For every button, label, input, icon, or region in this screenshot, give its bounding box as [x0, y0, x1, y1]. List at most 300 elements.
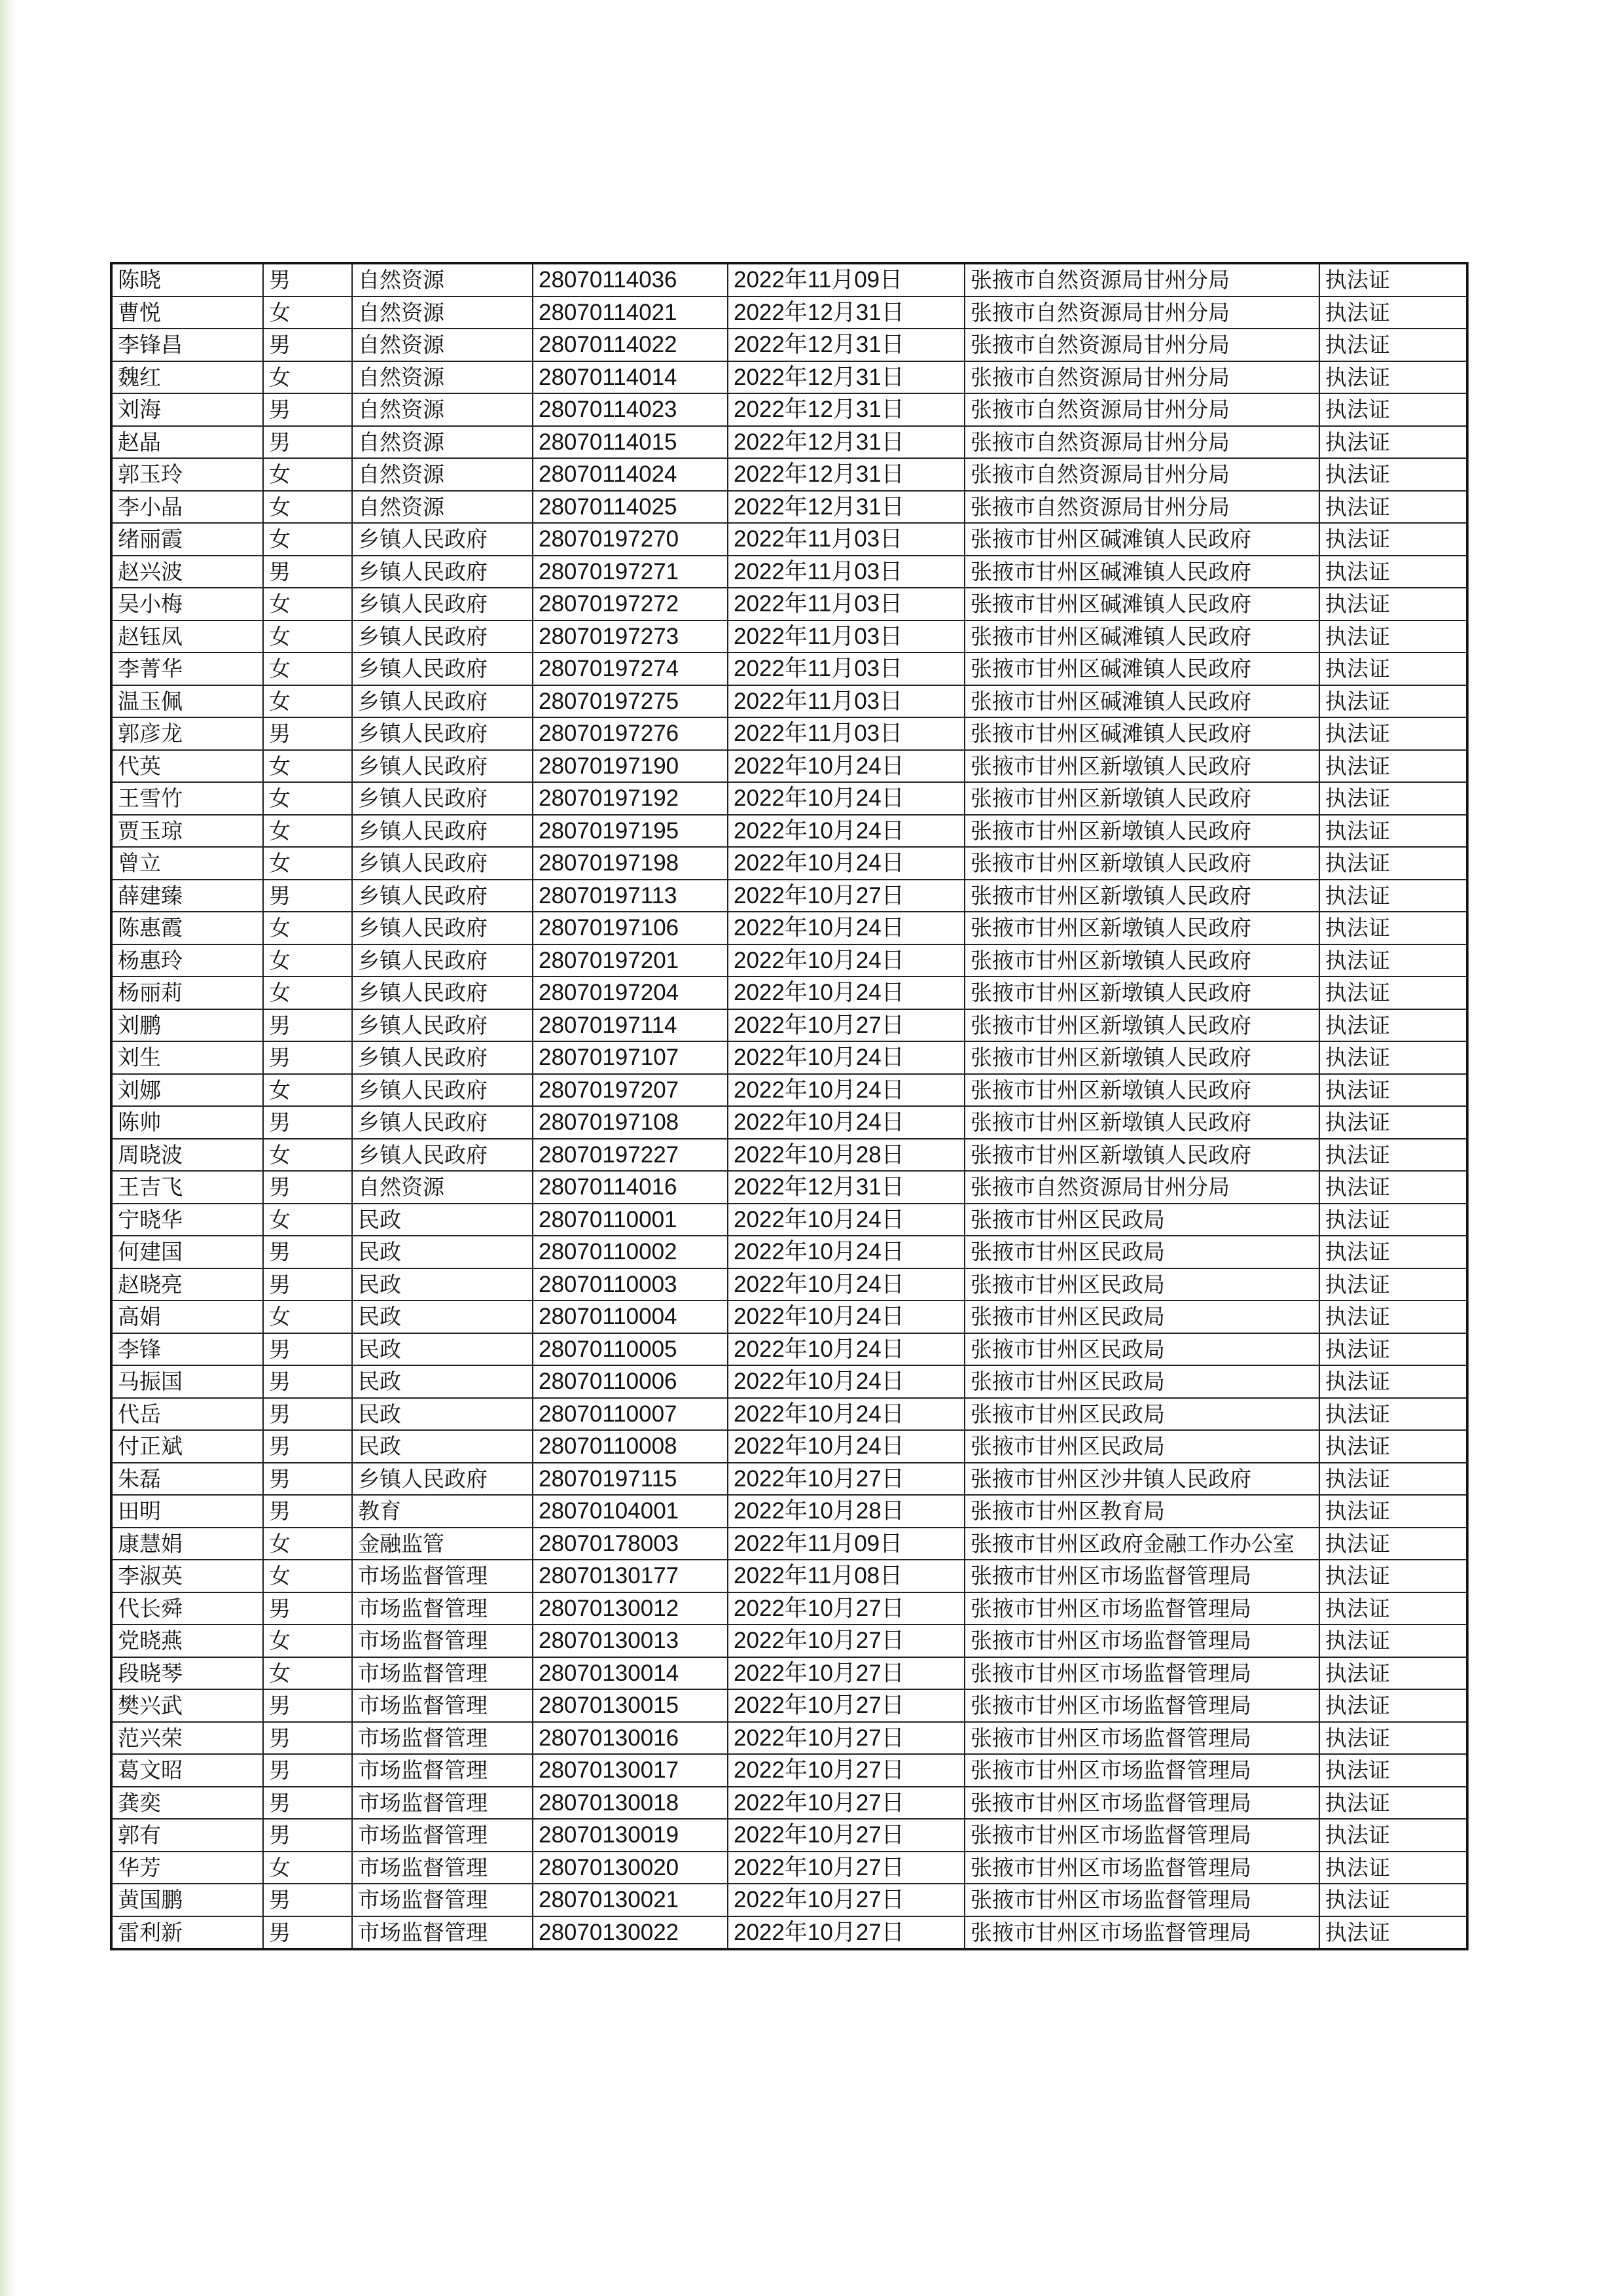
- cell-cert-type: 执法证: [1319, 1236, 1467, 1268]
- table-row: [111, 1884, 1467, 1916]
- cell-cert-no: 28070130015: [533, 1689, 728, 1722]
- table-row: [111, 1592, 1467, 1625]
- cell-field: 乡镇人民政府: [352, 717, 533, 750]
- cell-cert-type: 执法证: [1319, 491, 1467, 524]
- table-row: [111, 1528, 1467, 1560]
- cell-cert-type: 执法证: [1319, 1495, 1467, 1528]
- cell-name: 赵晶: [111, 426, 263, 459]
- cell-date: 2022年10月24日: [728, 1074, 965, 1107]
- cell-name: 康慧娟: [111, 1528, 263, 1560]
- cell-date: 2022年10月27日: [728, 1819, 965, 1852]
- cell-cert-no: 28070197114: [533, 1009, 728, 1042]
- cell-gender: 女: [263, 1528, 352, 1560]
- cell-field: 乡镇人民政府: [352, 782, 533, 815]
- personnel-table: [110, 262, 1469, 1950]
- cell-field: 乡镇人民政府: [352, 1463, 533, 1496]
- cell-name: 李淑英: [111, 1560, 263, 1592]
- cell-date: 2022年10月24日: [728, 1300, 965, 1333]
- cell-date: 2022年10月24日: [728, 847, 965, 880]
- cell-cert-type: 执法证: [1319, 329, 1467, 361]
- cell-date: 2022年10月24日: [728, 750, 965, 783]
- cell-gender: 男: [263, 1171, 352, 1204]
- cell-gender: 男: [263, 1106, 352, 1139]
- cell-date: 2022年10月27日: [728, 1624, 965, 1657]
- cell-unit: 张掖市甘州区市场监督管理局: [965, 1916, 1319, 1950]
- cell-gender: 女: [263, 523, 352, 556]
- cell-gender: 男: [263, 1236, 352, 1268]
- table-row: [111, 847, 1467, 880]
- cell-unit: 张掖市甘州区新墩镇人民政府: [965, 750, 1319, 783]
- cell-cert-type: 执法证: [1319, 1009, 1467, 1042]
- cell-field: 乡镇人民政府: [352, 912, 533, 944]
- table-row: [111, 263, 1467, 296]
- cell-name: 代英: [111, 750, 263, 783]
- cell-name: 代长舜: [111, 1592, 263, 1625]
- cell-gender: 女: [263, 1300, 352, 1333]
- cell-unit: 张掖市甘州区市场监督管理局: [965, 1754, 1319, 1787]
- cell-unit: 张掖市自然资源局甘州分局: [965, 296, 1319, 329]
- cell-date: 2022年12月31日: [728, 458, 965, 491]
- cell-field: 民政: [352, 1398, 533, 1431]
- cell-date: 2022年10月27日: [728, 1463, 965, 1496]
- table-row: [111, 1106, 1467, 1139]
- cell-unit: 张掖市自然资源局甘州分局: [965, 491, 1319, 524]
- table-row: [111, 750, 1467, 783]
- cell-cert-type: 执法证: [1319, 1074, 1467, 1107]
- cell-cert-type: 执法证: [1319, 1754, 1467, 1787]
- cell-date: 2022年10月24日: [728, 1236, 965, 1268]
- cell-gender: 男: [263, 1430, 352, 1463]
- cell-cert-type: 执法证: [1319, 523, 1467, 556]
- cell-date: 2022年10月24日: [728, 1041, 965, 1074]
- cell-cert-no: 28070197195: [533, 815, 728, 848]
- cell-gender: 女: [263, 653, 352, 685]
- cell-field: 乡镇人民政府: [352, 944, 533, 977]
- cell-gender: 女: [263, 458, 352, 491]
- cell-unit: 张掖市甘州区新墩镇人民政府: [965, 1106, 1319, 1139]
- cell-date: 2022年10月24日: [728, 1333, 965, 1366]
- cell-name: 黄国鹏: [111, 1884, 263, 1916]
- cell-cert-no: 28070130012: [533, 1592, 728, 1625]
- cell-cert-no: 28070110004: [533, 1300, 728, 1333]
- cell-unit: 张掖市自然资源局甘州分局: [965, 1171, 1319, 1204]
- cell-cert-type: 执法证: [1319, 1528, 1467, 1560]
- cell-date: 2022年12月31日: [728, 491, 965, 524]
- table-row: [111, 1916, 1467, 1950]
- table-row: [111, 1300, 1467, 1333]
- cell-name: 朱磊: [111, 1463, 263, 1496]
- cell-unit: 张掖市甘州区民政局: [965, 1398, 1319, 1431]
- cell-cert-no: 28070110005: [533, 1333, 728, 1366]
- cell-cert-type: 执法证: [1319, 782, 1467, 815]
- cell-gender: 女: [263, 750, 352, 783]
- cell-field: 市场监督管理: [352, 1560, 533, 1592]
- cell-cert-type: 执法证: [1319, 1365, 1467, 1398]
- cell-unit: 张掖市甘州区碱滩镇人民政府: [965, 588, 1319, 620]
- cell-name: 曾立: [111, 847, 263, 880]
- cell-date: 2022年10月24日: [728, 912, 965, 944]
- cell-date: 2022年10月27日: [728, 1592, 965, 1625]
- cell-unit: 张掖市甘州区民政局: [965, 1430, 1319, 1463]
- cell-date: 2022年10月27日: [728, 1722, 965, 1755]
- table-row: [111, 393, 1467, 426]
- cell-name: 魏红: [111, 361, 263, 394]
- cell-cert-type: 执法证: [1319, 588, 1467, 620]
- cell-date: 2022年10月27日: [728, 880, 965, 912]
- cell-date: 2022年11月03日: [728, 685, 965, 718]
- cell-name: 绪丽霞: [111, 523, 263, 556]
- cell-date: 2022年10月27日: [728, 1787, 965, 1820]
- cell-unit: 张掖市甘州区市场监督管理局: [965, 1722, 1319, 1755]
- cell-date: 2022年11月03日: [728, 717, 965, 750]
- cell-gender: 男: [263, 1333, 352, 1366]
- cell-gender: 男: [263, 717, 352, 750]
- cell-unit: 张掖市自然资源局甘州分局: [965, 263, 1319, 296]
- table-row: [111, 329, 1467, 361]
- cell-name: 王吉飞: [111, 1171, 263, 1204]
- table-row: [111, 1430, 1467, 1463]
- cell-date: 2022年12月31日: [728, 296, 965, 329]
- cell-cert-type: 执法证: [1319, 1300, 1467, 1333]
- cell-gender: 男: [263, 1787, 352, 1820]
- cell-date: 2022年10月24日: [728, 815, 965, 848]
- cell-name: 郭彦龙: [111, 717, 263, 750]
- cell-field: 乡镇人民政府: [352, 1106, 533, 1139]
- cell-cert-no: 28070197270: [533, 523, 728, 556]
- cell-date: 2022年11月03日: [728, 556, 965, 588]
- cell-date: 2022年10月24日: [728, 1365, 965, 1398]
- cell-cert-no: 28070104001: [533, 1495, 728, 1528]
- cell-name: 雷利新: [111, 1916, 263, 1950]
- cell-gender: 男: [263, 1592, 352, 1625]
- cell-date: 2022年10月24日: [728, 1268, 965, 1301]
- table-row: [111, 361, 1467, 394]
- cell-field: 市场监督管理: [352, 1689, 533, 1722]
- table-row: [111, 1236, 1467, 1268]
- cell-date: 2022年12月31日: [728, 329, 965, 361]
- cell-cert-no: 28070197108: [533, 1106, 728, 1139]
- cell-name: 陈帅: [111, 1106, 263, 1139]
- cell-cert-no: 28070197190: [533, 750, 728, 783]
- table-body: [111, 263, 1467, 1949]
- cell-cert-no: 28070197201: [533, 944, 728, 977]
- cell-field: 自然资源: [352, 296, 533, 329]
- cell-name: 薛建臻: [111, 880, 263, 912]
- cell-unit: 张掖市甘州区新墩镇人民政府: [965, 1074, 1319, 1107]
- table-row: [111, 523, 1467, 556]
- cell-cert-no: 28070197271: [533, 556, 728, 588]
- table-row: [111, 296, 1467, 329]
- cell-field: 市场监督管理: [352, 1722, 533, 1755]
- cell-cert-type: 执法证: [1319, 944, 1467, 977]
- cell-cert-no: 28070130013: [533, 1624, 728, 1657]
- table-row: [111, 1398, 1467, 1431]
- cell-unit: 张掖市自然资源局甘州分局: [965, 458, 1319, 491]
- cell-field: 乡镇人民政府: [352, 523, 533, 556]
- cell-cert-type: 执法证: [1319, 847, 1467, 880]
- cell-name: 樊兴武: [111, 1689, 263, 1722]
- cell-gender: 女: [263, 1657, 352, 1690]
- cell-unit: 张掖市甘州区民政局: [965, 1204, 1319, 1236]
- cell-name: 赵兴波: [111, 556, 263, 588]
- table-row: [111, 1754, 1467, 1787]
- cell-cert-type: 执法证: [1319, 1624, 1467, 1657]
- cell-cert-no: 28070197274: [533, 653, 728, 685]
- cell-cert-type: 执法证: [1319, 1171, 1467, 1204]
- cell-field: 市场监督管理: [352, 1819, 533, 1852]
- cell-field: 乡镇人民政府: [352, 653, 533, 685]
- cell-name: 刘生: [111, 1041, 263, 1074]
- cell-cert-no: 28070114014: [533, 361, 728, 394]
- cell-field: 市场监督管理: [352, 1592, 533, 1625]
- cell-gender: 女: [263, 361, 352, 394]
- cell-field: 乡镇人民政府: [352, 750, 533, 783]
- cell-date: 2022年10月27日: [728, 1689, 965, 1722]
- table-row: [111, 426, 1467, 459]
- cell-unit: 张掖市自然资源局甘州分局: [965, 329, 1319, 361]
- cell-date: 2022年10月27日: [728, 1916, 965, 1950]
- table-row: [111, 782, 1467, 815]
- table-row: [111, 1365, 1467, 1398]
- cell-gender: 男: [263, 1041, 352, 1074]
- cell-field: 市场监督管理: [352, 1624, 533, 1657]
- cell-name: 段晓琴: [111, 1657, 263, 1690]
- cell-name: 刘海: [111, 393, 263, 426]
- cell-cert-type: 执法证: [1319, 1430, 1467, 1463]
- cell-date: 2022年10月27日: [728, 1754, 965, 1787]
- cell-gender: 男: [263, 556, 352, 588]
- cell-field: 乡镇人民政府: [352, 1074, 533, 1107]
- cell-name: 田明: [111, 1495, 263, 1528]
- cell-cert-type: 执法证: [1319, 361, 1467, 394]
- cell-cert-no: 28070197272: [533, 588, 728, 620]
- cell-cert-type: 执法证: [1319, 1139, 1467, 1172]
- cell-unit: 张掖市甘州区市场监督管理局: [965, 1852, 1319, 1884]
- cell-cert-type: 执法证: [1319, 1333, 1467, 1366]
- cell-unit: 张掖市甘州区新墩镇人民政府: [965, 1009, 1319, 1042]
- cell-name: 赵钰凤: [111, 620, 263, 653]
- cell-gender: 男: [263, 1268, 352, 1301]
- cell-cert-type: 执法证: [1319, 1689, 1467, 1722]
- table-row: [111, 717, 1467, 750]
- cell-gender: 女: [263, 296, 352, 329]
- cell-cert-no: 28070197275: [533, 685, 728, 718]
- cell-cert-type: 执法证: [1319, 1560, 1467, 1592]
- cell-name: 温玉佩: [111, 685, 263, 718]
- cell-name: 李锋昌: [111, 329, 263, 361]
- cell-cert-type: 执法证: [1319, 880, 1467, 912]
- cell-field: 自然资源: [352, 426, 533, 459]
- cell-cert-no: 28070114024: [533, 458, 728, 491]
- cell-field: 自然资源: [352, 361, 533, 394]
- cell-gender: 女: [263, 977, 352, 1009]
- cell-cert-no: 28070110003: [533, 1268, 728, 1301]
- cell-cert-no: 28070114022: [533, 329, 728, 361]
- table-row: [111, 685, 1467, 718]
- table-row: [111, 912, 1467, 944]
- cell-field: 民政: [352, 1236, 533, 1268]
- table-row: [111, 977, 1467, 1009]
- cell-gender: 女: [263, 588, 352, 620]
- cell-name: 付正斌: [111, 1430, 263, 1463]
- cell-cert-no: 28070197113: [533, 880, 728, 912]
- cell-date: 2022年11月03日: [728, 620, 965, 653]
- table-row: [111, 1139, 1467, 1172]
- cell-cert-type: 执法证: [1319, 1657, 1467, 1690]
- cell-gender: 男: [263, 1916, 352, 1950]
- cell-unit: 张掖市甘州区民政局: [965, 1365, 1319, 1398]
- cell-unit: 张掖市自然资源局甘州分局: [965, 426, 1319, 459]
- cell-field: 市场监督管理: [352, 1787, 533, 1820]
- cell-date: 2022年10月27日: [728, 1657, 965, 1690]
- cell-cert-no: 28070114036: [533, 263, 728, 296]
- cell-cert-no: 28070197276: [533, 717, 728, 750]
- cell-name: 杨丽莉: [111, 977, 263, 1009]
- cell-name: 葛文昭: [111, 1754, 263, 1787]
- cell-field: 乡镇人民政府: [352, 620, 533, 653]
- cell-date: 2022年11月09日: [728, 1528, 965, 1560]
- cell-gender: 男: [263, 329, 352, 361]
- cell-cert-no: 28070114015: [533, 426, 728, 459]
- cell-cert-no: 28070114021: [533, 296, 728, 329]
- cell-gender: 女: [263, 1204, 352, 1236]
- cell-name: 李锋: [111, 1333, 263, 1366]
- cell-unit: 张掖市甘州区新墩镇人民政府: [965, 977, 1319, 1009]
- cell-gender: 男: [263, 1495, 352, 1528]
- cell-name: 陈惠霞: [111, 912, 263, 944]
- cell-unit: 张掖市自然资源局甘州分局: [965, 393, 1319, 426]
- cell-gender: 女: [263, 1139, 352, 1172]
- cell-gender: 女: [263, 847, 352, 880]
- cell-date: 2022年12月31日: [728, 1171, 965, 1204]
- cell-field: 乡镇人民政府: [352, 556, 533, 588]
- cell-field: 自然资源: [352, 458, 533, 491]
- cell-field: 乡镇人民政府: [352, 588, 533, 620]
- cell-name: 何建国: [111, 1236, 263, 1268]
- table-row: [111, 556, 1467, 588]
- cell-field: 金融监管: [352, 1528, 533, 1560]
- table-row: [111, 1852, 1467, 1884]
- cell-field: 自然资源: [352, 491, 533, 524]
- cell-cert-no: 28070110008: [533, 1430, 728, 1463]
- cell-unit: 张掖市甘州区沙井镇人民政府: [965, 1463, 1319, 1496]
- table-row: [111, 1333, 1467, 1366]
- cell-cert-type: 执法证: [1319, 1106, 1467, 1139]
- cell-cert-no: 28070114025: [533, 491, 728, 524]
- cell-unit: 张掖市甘州区新墩镇人民政府: [965, 880, 1319, 912]
- cell-name: 党晓燕: [111, 1624, 263, 1657]
- table-row: [111, 1624, 1467, 1657]
- cell-date: 2022年10月24日: [728, 1106, 965, 1139]
- table-row: [111, 491, 1467, 524]
- table-row: [111, 458, 1467, 491]
- cell-gender: 女: [263, 1624, 352, 1657]
- cell-cert-type: 执法证: [1319, 685, 1467, 718]
- cell-unit: 张掖市甘州区碱滩镇人民政府: [965, 653, 1319, 685]
- cell-unit: 张掖市自然资源局甘州分局: [965, 361, 1319, 394]
- cell-cert-type: 执法证: [1319, 912, 1467, 944]
- cell-cert-type: 执法证: [1319, 1268, 1467, 1301]
- cell-field: 民政: [352, 1300, 533, 1333]
- cell-cert-type: 执法证: [1319, 1592, 1467, 1625]
- cell-field: 乡镇人民政府: [352, 815, 533, 848]
- cell-name: 范兴荣: [111, 1722, 263, 1755]
- cell-cert-no: 28070130177: [533, 1560, 728, 1592]
- cell-cert-no: 28070130018: [533, 1787, 728, 1820]
- cell-date: 2022年12月31日: [728, 361, 965, 394]
- cell-cert-no: 28070197107: [533, 1041, 728, 1074]
- table-row: [111, 1689, 1467, 1722]
- table-row: [111, 588, 1467, 620]
- cell-gender: 男: [263, 1819, 352, 1852]
- cell-cert-type: 执法证: [1319, 1204, 1467, 1236]
- cell-field: 乡镇人民政府: [352, 880, 533, 912]
- cell-unit: 张掖市甘州区民政局: [965, 1300, 1319, 1333]
- cell-field: 乡镇人民政府: [352, 977, 533, 1009]
- cell-cert-type: 执法证: [1319, 620, 1467, 653]
- cell-name: 高娟: [111, 1300, 263, 1333]
- cell-gender: 男: [263, 426, 352, 459]
- cell-field: 市场监督管理: [352, 1884, 533, 1916]
- cell-name: 曹悦: [111, 296, 263, 329]
- table-row: [111, 653, 1467, 685]
- table-row: [111, 944, 1467, 977]
- cell-gender: 男: [263, 1398, 352, 1431]
- cell-cert-no: 28070130017: [533, 1754, 728, 1787]
- table-row: [111, 1268, 1467, 1301]
- cell-gender: 男: [263, 1722, 352, 1755]
- cell-field: 乡镇人民政府: [352, 1139, 533, 1172]
- cell-date: 2022年12月31日: [728, 393, 965, 426]
- cell-gender: 女: [263, 944, 352, 977]
- cell-gender: 女: [263, 491, 352, 524]
- cell-field: 自然资源: [352, 263, 533, 296]
- cell-unit: 张掖市甘州区碱滩镇人民政府: [965, 685, 1319, 718]
- cell-cert-no: 28070130019: [533, 1819, 728, 1852]
- cell-cert-type: 执法证: [1319, 556, 1467, 588]
- cell-date: 2022年11月03日: [728, 523, 965, 556]
- cell-cert-type: 执法证: [1319, 426, 1467, 459]
- cell-date: 2022年11月09日: [728, 263, 965, 296]
- cell-unit: 张掖市甘州区市场监督管理局: [965, 1592, 1319, 1625]
- cell-date: 2022年10月24日: [728, 1430, 965, 1463]
- cell-cert-no: 28070197207: [533, 1074, 728, 1107]
- cell-cert-type: 执法证: [1319, 717, 1467, 750]
- cell-cert-type: 执法证: [1319, 1398, 1467, 1431]
- scan-edge: [0, 0, 14, 2296]
- cell-unit: 张掖市甘州区市场监督管理局: [965, 1884, 1319, 1916]
- cell-name: 赵晓亮: [111, 1268, 263, 1301]
- cell-gender: 男: [263, 263, 352, 296]
- cell-unit: 张掖市甘州区新墩镇人民政府: [965, 847, 1319, 880]
- cell-gender: 女: [263, 912, 352, 944]
- cell-name: 周晓波: [111, 1139, 263, 1172]
- cell-unit: 张掖市甘州区市场监督管理局: [965, 1787, 1319, 1820]
- cell-name: 郭有: [111, 1819, 263, 1852]
- cell-cert-no: 28070197115: [533, 1463, 728, 1496]
- cell-cert-type: 执法证: [1319, 1787, 1467, 1820]
- cell-cert-type: 执法证: [1319, 977, 1467, 1009]
- cell-unit: 张掖市甘州区新墩镇人民政府: [965, 815, 1319, 848]
- cell-unit: 张掖市甘州区市场监督管理局: [965, 1689, 1319, 1722]
- cell-cert-type: 执法证: [1319, 815, 1467, 848]
- cell-gender: 女: [263, 620, 352, 653]
- cell-cert-type: 执法证: [1319, 1916, 1467, 1950]
- table-row: [111, 1463, 1467, 1496]
- cell-name: 贾玉琼: [111, 815, 263, 848]
- cell-name: 杨惠玲: [111, 944, 263, 977]
- cell-unit: 张掖市甘州区新墩镇人民政府: [965, 1139, 1319, 1172]
